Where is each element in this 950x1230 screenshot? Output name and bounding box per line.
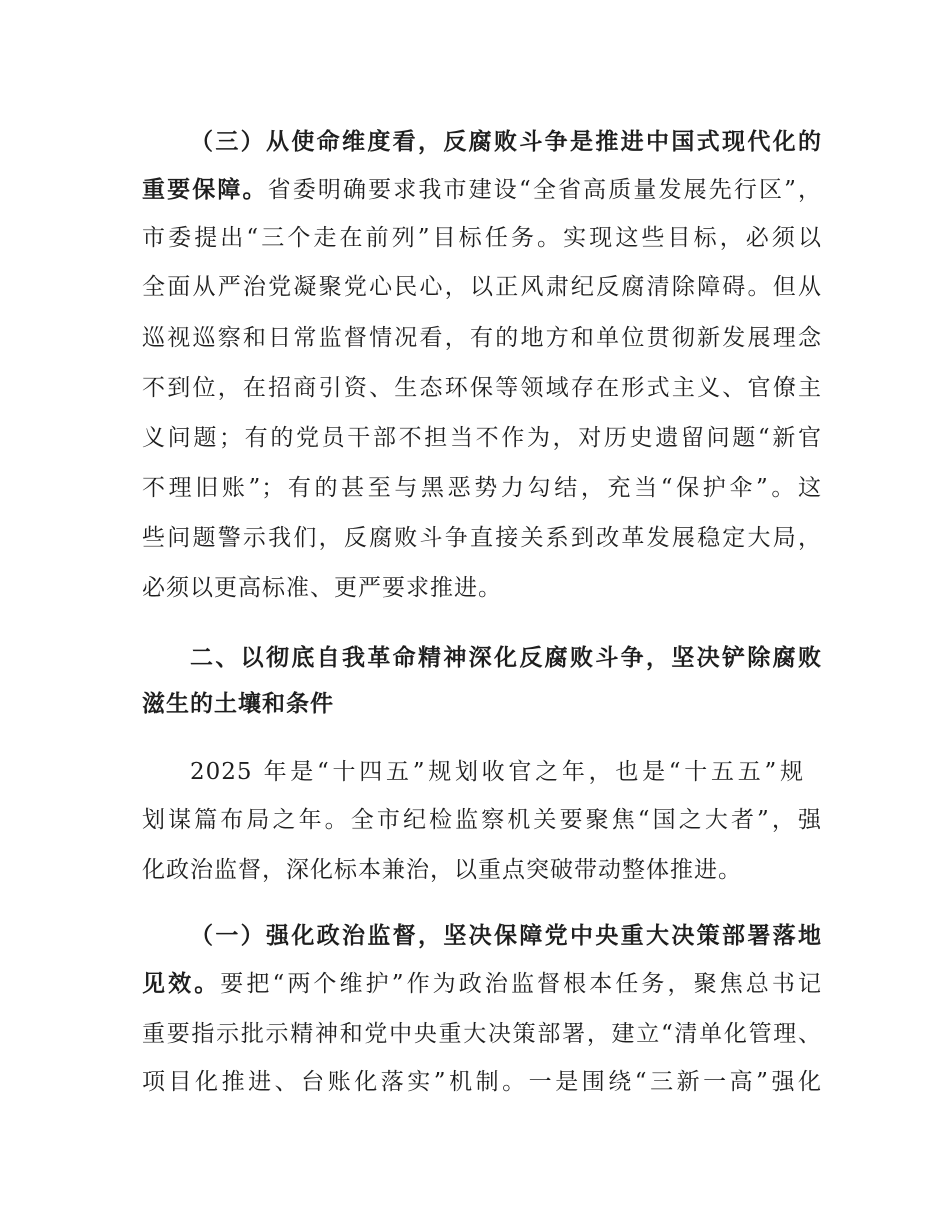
body-line: 不理旧账”；有的甚至与黑恶势力勾结，充当“保护伞”。这 [142,475,822,501]
body-line: 全面从严治党凝聚党心民心，以正风肃纪反腐清除障碍。但从 [142,274,822,300]
part-2-heading: 二、以彻底自我革命精神深化反腐败斗争，坚决铲除腐败 [190,645,822,671]
body-line: 巡视巡察和日常监督情况看，有的地方和单位贯彻新发展理念 [142,325,822,351]
body-line: 化政治监督，深化标本兼治，以重点突破带动整体推进。 [142,857,742,883]
body-line: 些问题警示我们，反腐败斗争直接关系到改革发展稳定大局， [142,525,822,551]
body-line: 不到位，在招商引资、生态环保等领域存在形式主义、官僚主 [142,375,822,401]
body-line: 市委提出“三个走在前列”目标任务。实现这些目标，必须以 [142,225,822,251]
section-3-line-2-text: 省委明确要求我市建设“全省高质量发展先行区”， [267,177,822,203]
section-2-1-line-2-text: 要把“两个维护”作为政治监督根本任务，聚焦总书记 [220,971,822,997]
body-line: 义问题；有的党员干部不担当不作为，对历史遗留问题“新官 [142,425,822,451]
section-3-line-2 [142,170,822,210]
body-line: 2025 年是“十四五”规划收官之年，也是“十五五”规 [190,759,804,785]
section-3-heading: （三）从使命维度看，反腐败斗争是推进中国式现代化的 [190,129,822,155]
section-3-heading-tail: 重要保障。 [142,177,268,203]
body-line: 重要指示批示精神和党中央重大决策部署，建立“清单化管理、 [142,1021,822,1047]
part-2-heading-line-2: 滋生的土壤和条件 [142,691,334,717]
body-line: 项目化推进、台账化落实”机制。一是围绕“三新一高”强化 [142,1069,822,1095]
body-line: 划谋篇布局之年。全市纪检监察机关要聚焦“国之大者”，强 [142,807,822,833]
body-line: 必须以更高标准、更严要求推进。 [142,575,502,601]
section-2-1-heading-tail: 见效。 [142,971,221,997]
section-2-1-heading: （一）强化政治监督，坚决保障党中央重大决策部署落地 [190,923,822,949]
section-2-1-line-2 [142,964,822,1004]
